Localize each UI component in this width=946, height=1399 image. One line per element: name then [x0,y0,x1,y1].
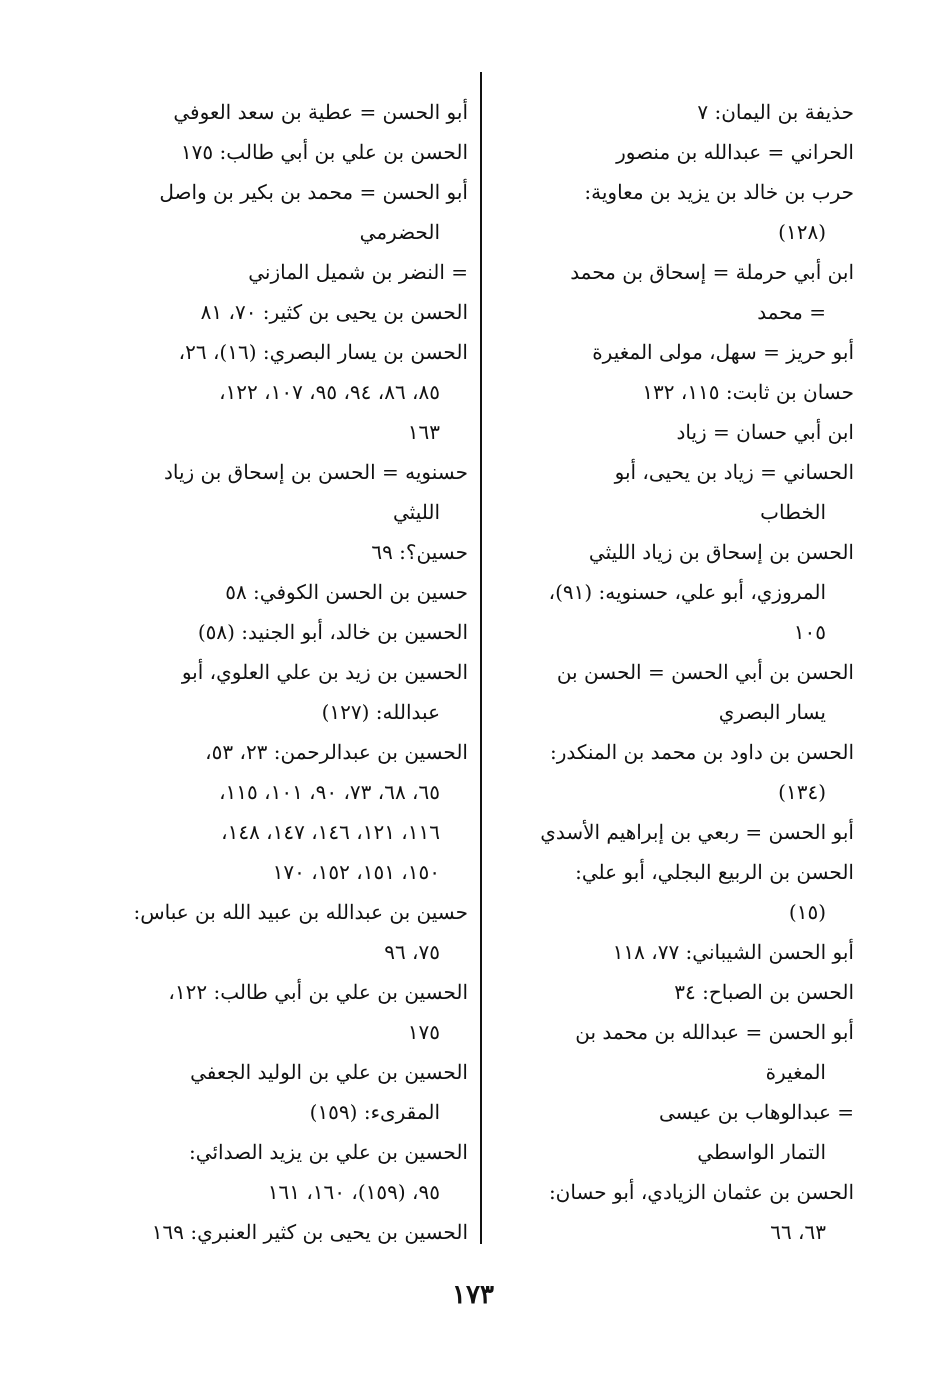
entry-heading: أبو الحسن = عبدالله بن محمد بن [575,1020,854,1044]
right-column [494,92,854,1252]
index-entry [494,332,854,372]
entry-continuation: ٩٥، (١٥٩)، ١٦٠، ١٦١ [267,1180,440,1204]
entry-continuation: المروزي، أبو علي، حسنويه: (٩١)، [548,580,826,604]
entry-continuation: ١٥٠، ١٥١، ١٥٢، ١٧٠ [272,860,440,884]
left-column [104,92,468,1252]
index-entry [104,292,468,332]
index-entry [494,252,854,332]
entry-heading: الحسن بن إسحاق بن زياد الليثي [588,540,854,564]
entry-continuation: (١٢٨) [778,220,826,244]
entry-heading: الحراني = عبدالله بن منصور [616,140,854,164]
index-entry [494,532,854,652]
entry-heading: الحسين بن زيد بن علي العلوي، أبو [181,660,468,684]
entry-heading: حسنويه = الحسن بن إسحاق بن زياد [163,460,468,484]
entry-heading: الحسن بن أبي الحسن = الحسن بن [556,660,854,684]
entry-continuation: الخطاب [760,500,826,524]
index-entry [104,532,468,572]
entry-heading: أبو الحسن = عطية بن سعد العوفي [173,100,468,124]
entry-heading: حذيفة بن اليمان: ٧ [697,100,854,124]
index-entry [494,1092,854,1172]
entry-heading: = عبدالوهاب بن عيسى [658,1100,854,1124]
index-entry [104,92,468,132]
entry-continuation: المقرىء: (١٥٩) [309,1100,440,1124]
entry-heading: حسين؟: ٦٩ [371,540,468,564]
entry-heading: حسان بن ثابت: ١١٥، ١٣٢ [642,380,854,404]
entry-heading: الحسين بن علي بن أبي طالب: ١٢٢، [168,980,468,1004]
entry-continuation: ٦٣، ٦٦ [770,1220,826,1244]
entry-heading: ابن أبي حرملة = إسحاق بن محمد [570,260,854,284]
entry-continuation: ١٠٥ [793,620,826,644]
entry-continuation: المغيرة [765,1060,826,1084]
entry-continuation: الحضرمي [359,220,440,244]
entry-heading: الحساني = زياد بن يحيى، أبو [614,460,854,484]
entry-heading: أبو حريز = سهل، مولى المغيرة [592,340,854,364]
entry-continuation: الليثي [392,500,440,524]
entry-heading: أبو الحسن الشيباني: ٧٧، ١١٨ [612,940,854,964]
entry-continuation: ١٧٥ [407,1020,440,1044]
entry-heading: الحسن بن داود بن محمد بن المنكدر: [549,740,854,764]
entry-continuation: (١٥) [788,900,826,924]
entry-continuation: = محمد [757,300,826,324]
entry-heading: حسين بن عبدالله بن عبيد الله بن عباس: [133,900,468,924]
entry-heading: حرب بن خالد بن يزيد بن معاوية: [584,180,854,204]
index-entry [494,1172,854,1252]
index-entry [104,972,468,1052]
index-entry [494,732,854,812]
index-entry [494,452,854,532]
index-entry [494,812,854,852]
index-entry [104,1052,468,1132]
entry-continuation: (١٣٤) [778,780,826,804]
entry-heading: الحسين بن يحيى بن كثير العنبري: ١٦٩ [151,1220,468,1244]
entry-heading: حسين بن الحسن الكوفي: ٥٨ [225,580,468,604]
entry-heading: الحسن بن يحيى بن كثير: ٧٠، ٨١ [200,300,468,324]
index-entry [494,932,854,972]
index-entry [494,1012,854,1092]
entry-continuation: ٧٥، ٩٦ [384,940,440,964]
index-entry [494,172,854,252]
entry-heading: الحسن بن عثمان الزيادي، أبو حسان: [548,1180,854,1204]
entry-continuation: يسار البصري [718,700,826,724]
index-entry [104,132,468,172]
index-entry [104,452,468,532]
entry-heading: = النضر بن شميل المازني [248,260,468,284]
entry-continuation: ٦٥، ٦٨، ٧٣، ٩٠، ١٠١، ١١٥، [219,780,440,804]
entry-continuation: ١١٦، ١٢١، ١٤٦، ١٤٧، ١٤٨، [221,820,440,844]
index-entry [104,892,468,972]
entry-heading: ابن أبي حسان = زياد [676,420,854,444]
page-number: ١٧٣ [452,1280,494,1310]
index-entry [104,332,468,452]
column-divider [480,72,482,1244]
index-entry [494,372,854,412]
entry-heading: الحسن بن الربيع البجلي، أبو علي: [575,860,854,884]
entry-heading: الحسن بن علي بن أبي طالب: ١٧٥ [180,140,468,164]
entry-continuation: التمار الواسطي [697,1140,826,1164]
entry-heading: الحسن بن يسار البصري: (١٦)، ٢٦، [178,340,468,364]
entry-heading: الحسين بن عبدالرحمن: ٢٣، ٥٣، [205,740,468,764]
index-entry [494,92,854,132]
entry-heading: الحسن بن الصباح: ٣٤ [674,980,854,1004]
entry-heading: الحسين بن علي بن يزيد الصدائي: [189,1140,468,1164]
entry-continuation: ١٦٣ [407,420,440,444]
index-entry [104,172,468,252]
entry-heading: أبو الحسن = محمد بن بكير بن واصل [159,180,468,204]
index-entry [494,412,854,452]
entry-heading: أبو الحسن = ربعي بن إبراهيم الأسدي [540,820,854,844]
index-entry [494,852,854,932]
index-entry [104,1132,468,1212]
index-entry [104,612,468,652]
index-entry [494,652,854,732]
entry-continuation: عبدالله: (١٢٧) [321,700,440,724]
index-entry [104,1212,468,1252]
index-entry [104,732,468,892]
index-entry [104,652,468,732]
index-entry [494,132,854,172]
entry-continuation: ٨٥، ٨٦، ٩٤، ٩٥، ١٠٧، ١٢٢، [219,380,440,404]
entry-heading: الحسين بن خالد، أبو الجنيد: (٥٨) [197,620,468,644]
index-entry [104,252,468,292]
index-entry [104,572,468,612]
entry-heading: الحسين بن علي بن الوليد الجعفي [190,1060,468,1084]
index-entry [494,972,854,1012]
